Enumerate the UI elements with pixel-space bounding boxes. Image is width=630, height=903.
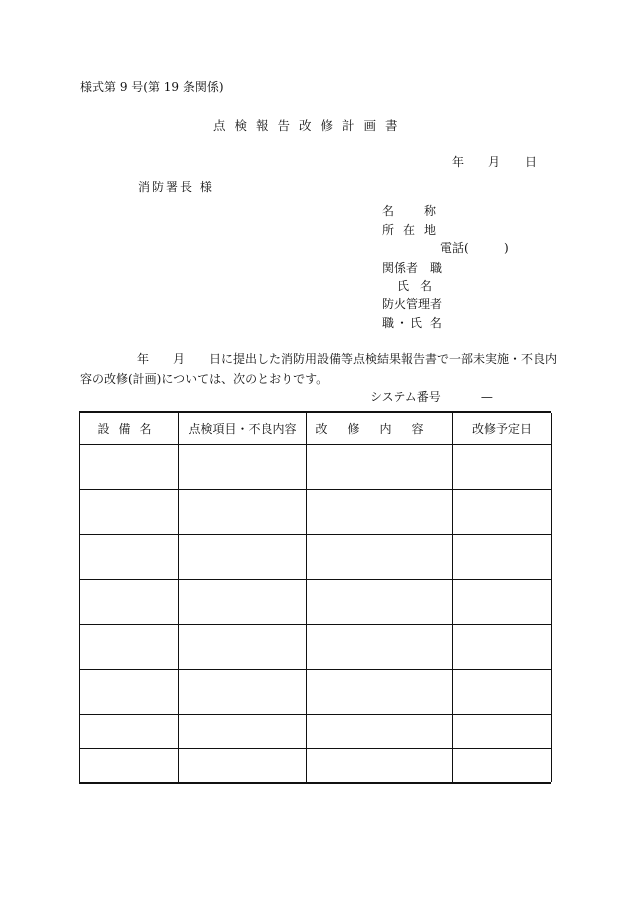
table-cell[interactable] <box>307 580 453 625</box>
repair-plan-table <box>79 411 551 784</box>
table-cell[interactable] <box>453 445 552 490</box>
header-equipment-name: 設備名 <box>80 413 179 445</box>
table-row <box>80 749 552 783</box>
table-cell[interactable] <box>80 715 179 749</box>
table-cell[interactable] <box>179 535 307 580</box>
body-text-line-2: 容の改修(計画)については、次のとおりです。 <box>80 372 329 386</box>
table-cell[interactable] <box>453 749 552 783</box>
table-cell[interactable] <box>453 535 552 580</box>
table-cell[interactable] <box>80 490 179 535</box>
table-cell[interactable] <box>179 670 307 715</box>
system-number-dash: — <box>480 390 493 404</box>
table-cell[interactable] <box>453 715 552 749</box>
table-cell[interactable] <box>453 580 552 625</box>
applicant-phone-label: 電話( <box>440 241 469 255</box>
table-cell[interactable] <box>307 535 453 580</box>
table-cell[interactable] <box>179 445 307 490</box>
table-cell[interactable] <box>179 490 307 535</box>
body-month-label: 月 <box>173 352 186 366</box>
system-number-label: システム番号 <box>370 390 441 404</box>
table-cell[interactable] <box>307 490 453 535</box>
document-title: 点検報告改修計画書 <box>213 118 407 133</box>
table-row <box>80 670 552 715</box>
related-party-post-label <box>382 261 442 275</box>
table-cell[interactable] <box>179 715 307 749</box>
system-number <box>370 390 493 404</box>
table-cell[interactable] <box>80 535 179 580</box>
table-cell[interactable] <box>80 445 179 490</box>
table-cell[interactable] <box>453 490 552 535</box>
applicant-address-label: 所在地 <box>382 223 446 237</box>
body-text-line-1 <box>137 352 557 366</box>
table-cell[interactable] <box>307 715 453 749</box>
table-row <box>80 625 552 670</box>
related-party-label: 関係者 <box>382 261 419 275</box>
table-cell[interactable] <box>307 749 453 783</box>
table-cell[interactable] <box>307 670 453 715</box>
table-row <box>80 715 552 749</box>
table-cell[interactable] <box>307 445 453 490</box>
table-row <box>80 445 552 490</box>
table-header-row <box>80 413 552 445</box>
header-repair-content: 改修内容 <box>307 413 453 445</box>
table-row <box>80 535 552 580</box>
fire-manager-label: 防火管理者 <box>382 297 443 311</box>
table-row <box>80 490 552 535</box>
table-cell[interactable] <box>179 625 307 670</box>
table-cell[interactable] <box>179 749 307 783</box>
fire-manager-post-name-label: 職・氏 名 <box>382 316 444 330</box>
applicant-name-label: 名称 <box>382 204 467 218</box>
form-number: 様式第 9 号(第 19 条関係) <box>80 80 224 94</box>
date-day-label: 日 <box>525 155 538 169</box>
applicant-phone-close: ) <box>504 241 509 255</box>
table-cell[interactable] <box>307 625 453 670</box>
table-cell[interactable] <box>453 625 552 670</box>
table-cell[interactable] <box>80 580 179 625</box>
date-month-label: 月 <box>488 155 501 169</box>
date-year-label: 年 <box>452 155 465 169</box>
header-planned-date: 改修予定日 <box>453 413 552 445</box>
table-cell[interactable] <box>80 625 179 670</box>
table-cell[interactable] <box>453 670 552 715</box>
table-cell[interactable] <box>80 749 179 783</box>
table-cell[interactable] <box>80 670 179 715</box>
post-label: 職 <box>430 261 443 275</box>
addressee: 消防署長 様 <box>138 180 214 194</box>
body-year-label: 年 <box>137 352 150 366</box>
table-cell[interactable] <box>179 580 307 625</box>
body-line1-rest: 日に提出した消防用設備等点検結果報告書で一部未実施・不良内 <box>209 352 558 366</box>
header-inspection-item: 点検項目・不良内容 <box>179 413 307 445</box>
table-row <box>80 580 552 625</box>
related-party-name-label: 氏名 <box>397 279 444 293</box>
